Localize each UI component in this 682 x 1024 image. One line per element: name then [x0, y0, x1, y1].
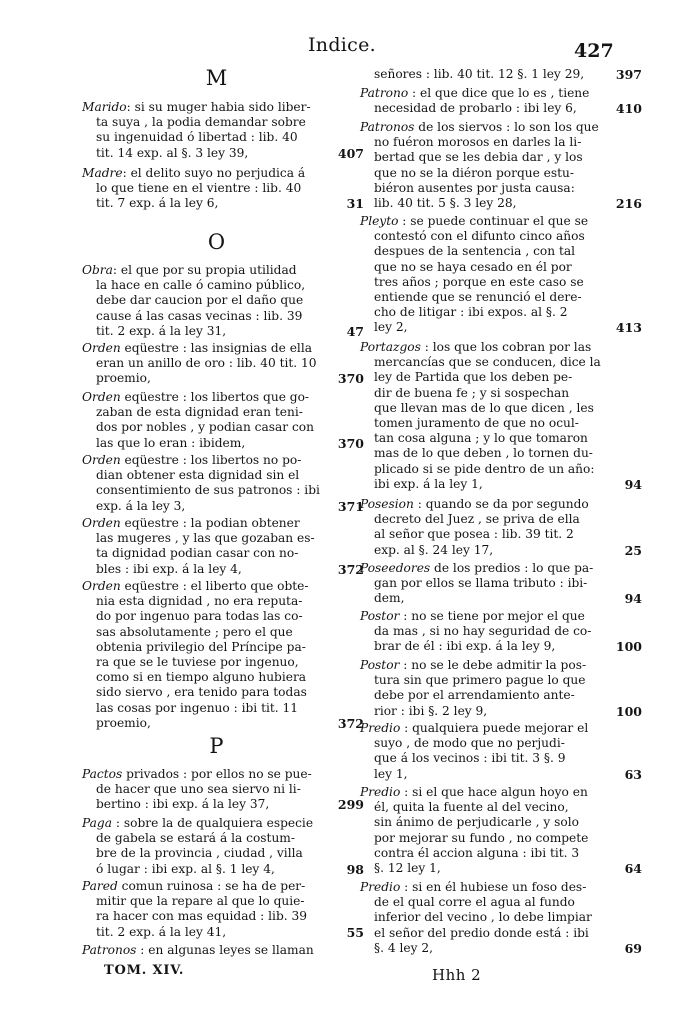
- entry-text: ley de Partida que los deben pe-: [374, 370, 573, 385]
- entry-text: de gabela se estará á la costum-: [96, 831, 295, 846]
- entry-text: eran un anillo de oro : lib. 40 tit. 10: [96, 356, 317, 371]
- entry-headword: Paga: [82, 816, 112, 830]
- entry-line: [360, 290, 628, 305]
- entry-line: [82, 278, 352, 293]
- entry-text: de los predios : lo que pa-: [430, 561, 594, 575]
- entry-headword: Pleyto: [360, 214, 399, 228]
- page-reference: 413: [615, 320, 642, 336]
- entry-line: [360, 497, 628, 512]
- entry-text: debe por el arrendamiento ante-: [374, 688, 575, 703]
- index-entry: [82, 816, 364, 877]
- entry-line: [360, 721, 628, 736]
- entry-line: [82, 943, 352, 958]
- page-number: 427: [574, 40, 614, 62]
- entry-text: exp. á la ley 3,: [96, 498, 186, 513]
- page-reference: 407: [337, 145, 364, 161]
- entry-text: que llevan mas de lo que dicen , les: [374, 400, 594, 415]
- entry-headword: Predio: [360, 880, 401, 894]
- entry-line: [82, 655, 352, 670]
- entry-text: exp. al §. 24 ley 17,: [374, 542, 494, 557]
- index-entry: [360, 67, 642, 82]
- entry-line: [360, 431, 628, 446]
- entry-line: [82, 516, 352, 531]
- entry-line: [82, 498, 364, 514]
- entry-line: [82, 846, 352, 861]
- entry-text: sido siervo , era tenido para todas: [96, 685, 307, 700]
- entry-text: tit. 7 exp. á la ley 6,: [96, 196, 219, 211]
- entry-text: consentimiento de sus patronos : ibi: [96, 483, 320, 498]
- entry-line: [82, 483, 352, 498]
- entry-line: [82, 420, 352, 435]
- entry-line: [360, 305, 628, 320]
- entry-headword: Patrono: [360, 86, 409, 100]
- entry-text: : sobre la de qualquiera especie: [112, 816, 314, 830]
- entry-text: : no se le debe admitir la pos-: [399, 658, 587, 672]
- entry-text: nia esta dignidad , no era reputa-: [96, 594, 303, 609]
- entry-headword: Posesion: [360, 497, 414, 511]
- index-entry: [82, 516, 364, 577]
- entry-line: [82, 640, 352, 655]
- entry-line: [82, 579, 352, 594]
- entry-line: [360, 67, 642, 82]
- page-reference: 69: [624, 940, 642, 956]
- entry-text: tres años ; porque en este caso se: [374, 274, 584, 289]
- entry-line: [82, 435, 364, 451]
- entry-line: [82, 670, 352, 685]
- entry-line: [82, 468, 352, 483]
- index-entry: [82, 943, 352, 958]
- entry-headword: Portazgos: [360, 340, 421, 354]
- entry-line: [360, 275, 628, 290]
- entry-text: : quando se da por segundo: [413, 497, 589, 511]
- entry-line: [360, 320, 642, 336]
- entry-line: [360, 150, 628, 165]
- entry-line: [360, 527, 628, 542]
- entry-text: de los siervos : lo son los que: [414, 120, 599, 134]
- index-entry: [360, 561, 642, 607]
- entry-text: proemio,: [96, 371, 151, 386]
- entry-line: [82, 909, 352, 924]
- entry-text: tan cosa alguna ; y lo que tomaron: [374, 431, 588, 446]
- signature-mark: Hhh 2: [432, 966, 482, 984]
- section-letter-p: P: [209, 734, 225, 758]
- entry-text: da mas , si no hay seguridad de co-: [374, 624, 592, 639]
- index-entry: [360, 340, 642, 492]
- entry-line: [360, 416, 628, 431]
- entry-line: [82, 861, 364, 877]
- entry-text: contestó con el difunto cinco años: [374, 229, 585, 244]
- entry-line: [82, 196, 364, 212]
- entry-line: [360, 135, 628, 150]
- entry-text: : si el que hace algun hoyo en: [400, 785, 588, 799]
- entry-text: plicado si se pide dentro de un año:: [374, 461, 595, 476]
- entry-text: tit. 14 exp. al §. 3 ley 39,: [96, 145, 249, 160]
- entry-line: [360, 751, 628, 766]
- entry-line: [360, 244, 628, 259]
- entry-text: no fuéron morosos en darles la li-: [374, 135, 582, 150]
- page-reference: 55: [346, 924, 364, 940]
- entry-line: [360, 195, 642, 211]
- entry-text: lib. 40 tit. 5 §. 3 ley 28,: [374, 195, 517, 210]
- entry-text: señores : lib. 40 tit. 12 §. 1 ley 29,: [374, 67, 585, 81]
- entry-line: [82, 561, 364, 577]
- entry-line: [82, 453, 352, 468]
- entry-text: zaban de esta dignidad eran teni-: [96, 405, 303, 420]
- entry-line: [82, 405, 352, 420]
- entry-text: ley 1,: [374, 766, 408, 781]
- entry-text: eqüestre : los libertos que go-: [120, 390, 310, 404]
- entry-line: [360, 386, 628, 401]
- entry-line: [360, 229, 628, 244]
- running-title: Indice.: [308, 34, 377, 56]
- entry-text: las mugeres , y las que gozaban es-: [96, 531, 315, 546]
- section-letter-m: M: [205, 66, 229, 90]
- page-reference: 64: [624, 860, 642, 876]
- entry-line: [360, 800, 628, 815]
- entry-text: §. 12 ley 1,: [374, 860, 441, 875]
- entry-line: [360, 639, 642, 655]
- entry-text: que no se haya cesado en él por: [374, 259, 572, 274]
- entry-text: : qualquiera puede mejorar el: [400, 721, 589, 735]
- entry-text: proemio,: [96, 715, 151, 730]
- entry-text: ta dignidad podian casar con no-: [96, 546, 299, 561]
- entry-headword: Pared: [82, 879, 118, 893]
- entry-text: de el qual corre el agua al fundo: [374, 895, 575, 910]
- entry-line: [360, 340, 628, 355]
- page-reference: 397: [615, 67, 642, 82]
- entry-line: [360, 370, 628, 385]
- entry-text: gan por ellos se llama tributo : ibi-: [374, 576, 588, 591]
- entry-text: rior : ibi §. 2 ley 9,: [374, 703, 488, 718]
- index-entry: [360, 785, 642, 876]
- page-reference: 47: [346, 323, 364, 339]
- entry-text: él, quita la fuente al del vecino,: [374, 800, 569, 815]
- entry-text: ra hacer con mas equidad : lib. 39: [96, 909, 307, 924]
- entry-line: [360, 846, 628, 861]
- page-reference: 98: [346, 861, 364, 877]
- entry-line: [82, 371, 364, 387]
- entry-text: las cosas por ingenuo : ibi tit. 11: [96, 700, 299, 715]
- entry-headword: Patronos: [360, 120, 415, 134]
- entry-line: [360, 940, 642, 956]
- entry-headword: Pactos: [82, 767, 123, 781]
- entry-text: mas de lo que deben , lo tornen du-: [374, 446, 593, 461]
- entry-line: [360, 895, 628, 910]
- entry-line: [82, 100, 352, 115]
- page-reference: 100: [615, 703, 642, 719]
- entry-line: [82, 767, 352, 782]
- entry-text: ley 2,: [374, 320, 408, 335]
- entry-line: [360, 785, 628, 800]
- entry-headword: Patronos: [82, 943, 137, 957]
- entry-line: [82, 323, 364, 339]
- entry-text: tura sin que primero pague lo que: [374, 673, 586, 688]
- index-entry: [82, 263, 364, 339]
- index-entry: [360, 721, 642, 782]
- entry-headword: Orden: [82, 453, 121, 467]
- entry-line: [360, 860, 642, 876]
- entry-line: [82, 816, 352, 831]
- page-reference: 31: [346, 196, 364, 212]
- page-reference: 299: [337, 797, 364, 813]
- entry-line: [360, 624, 628, 639]
- entry-line: [360, 815, 628, 830]
- entry-line: [360, 609, 628, 624]
- entry-text: lo que tiene en el vientre : lib. 40: [96, 181, 302, 196]
- entry-text: tit. 2 exp. á la ley 31,: [96, 323, 227, 338]
- entry-text: decreto del Juez , se priva de ella: [374, 512, 580, 527]
- entry-line: [360, 401, 628, 416]
- entry-line: [360, 120, 628, 135]
- index-entry: [82, 453, 364, 514]
- page-reference: 94: [624, 476, 642, 492]
- entry-line: [360, 86, 628, 101]
- entry-text: cho de litigar : ibi expos. al §. 2: [374, 305, 568, 320]
- entry-line: [82, 531, 352, 546]
- entry-text: obtenia privilegio del Príncipe pa-: [96, 639, 306, 654]
- entry-text: : en algunas leyes se llaman: [136, 943, 314, 957]
- entry-headword: Orden: [82, 516, 121, 530]
- index-entry: [360, 86, 642, 117]
- entry-text: : los que los cobran por las: [420, 340, 592, 354]
- entry-line: [82, 894, 352, 909]
- entry-line: [82, 145, 364, 161]
- page-reference: 371: [337, 498, 364, 514]
- entry-text: que á los vecinos : ibi tit. 3 §. 9: [374, 751, 566, 766]
- entry-text: eqüestre : la podian obtener: [120, 516, 300, 530]
- entry-line: [360, 542, 642, 558]
- page-reference: 63: [624, 766, 642, 782]
- entry-line: [82, 390, 352, 405]
- entry-line: [82, 309, 352, 324]
- entry-text: eqüestre : los libertos no po-: [120, 453, 302, 467]
- entry-text: bertino : ibi exp. á la ley 37,: [96, 797, 270, 812]
- entry-text: mitir que la repare al que lo quie-: [96, 894, 305, 909]
- entry-line: [82, 341, 352, 356]
- entry-line: [82, 263, 352, 278]
- entry-text: el señor del predio donde está : ibi: [374, 925, 589, 940]
- page-reference: 410: [615, 101, 642, 117]
- entry-text: biéron ausentes por justa causa:: [374, 180, 575, 195]
- index-entry: [82, 767, 364, 813]
- entry-line: [82, 701, 352, 716]
- entry-headword: Obra: [82, 263, 113, 277]
- entry-line: [360, 476, 642, 492]
- entry-text: eqüestre : las insignias de ella: [120, 341, 312, 355]
- entry-text: necesidad de probarlo : ibi ley 6,: [374, 101, 577, 116]
- entry-text: : se puede continuar el que se: [398, 214, 589, 228]
- entry-text: bles : ibi exp. á la ley 4,: [96, 561, 242, 576]
- entry-line: [82, 715, 364, 731]
- entry-headword: Predio: [360, 785, 401, 799]
- entry-headword: Postor: [360, 658, 400, 672]
- entry-line: [360, 446, 628, 461]
- index-entry: [360, 880, 642, 956]
- page-reference: 94: [624, 591, 642, 607]
- entry-text: privados : por ellos no se pue-: [122, 767, 312, 781]
- entry-line: [360, 688, 628, 703]
- entry-line: [360, 181, 628, 196]
- entry-text: comun ruinosa : se ha de per-: [117, 879, 306, 893]
- entry-line: [82, 879, 352, 894]
- entry-text: brar de él : ibi exp. á la ley 9,: [374, 639, 556, 654]
- entry-text: su ingenuidad ó libertad : lib. 40: [96, 130, 298, 145]
- entry-text: las que lo eran : ibidem,: [96, 435, 246, 450]
- entry-line: [82, 166, 352, 181]
- entry-headword: Madre: [82, 166, 123, 180]
- entry-line: [360, 658, 628, 673]
- entry-line: [360, 591, 642, 607]
- entry-line: [82, 546, 352, 561]
- entry-text: : si en él hubiese un foso des-: [400, 880, 587, 894]
- entry-text: debe dar caucion por el daño que: [96, 293, 304, 308]
- entry-line: [82, 181, 352, 196]
- entry-text: : el delito suyo no perjudica á: [122, 166, 306, 180]
- entry-text: : no se tiene por mejor el que: [399, 609, 585, 623]
- entry-headword: Orden: [82, 579, 121, 593]
- entry-text: sas absolutamente ; pero el que: [96, 624, 293, 639]
- entry-line: [360, 673, 628, 688]
- entry-text: ibi exp. á la ley 1,: [374, 476, 483, 491]
- entry-text: tit. 2 exp. á la ley 41,: [96, 924, 227, 939]
- index-entry: [82, 390, 364, 451]
- entry-line: [360, 166, 628, 181]
- entry-line: [360, 462, 628, 477]
- entry-headword: Postor: [360, 609, 400, 623]
- entry-line: [360, 355, 628, 370]
- index-entry: [82, 579, 364, 731]
- entry-text: sin ánimo de perjudicarle , y solo: [374, 815, 579, 830]
- entry-headword: Poseedores: [360, 561, 431, 575]
- index-entry: [360, 609, 642, 655]
- entry-headword: Orden: [82, 390, 121, 404]
- page-reference: 372: [337, 715, 364, 731]
- entry-line: [360, 766, 642, 782]
- entry-text: mercancías que se conducen, dice la: [374, 355, 601, 370]
- entry-text: que no se la diéron porque estu-: [374, 165, 575, 180]
- entry-text: dir de buena fe ; y si sospechan: [374, 385, 570, 400]
- entry-text: ó lugar : ibi exp. al §. 1 ley 4,: [96, 861, 275, 876]
- entry-text: dos por nobles , y podian casar con: [96, 420, 314, 435]
- entry-line: [82, 356, 352, 371]
- entry-headword: Marido: [82, 100, 127, 114]
- entry-line: [82, 924, 364, 940]
- entry-text: al señor que posea : lib. 39 tit. 2: [374, 527, 574, 542]
- entry-headword: Predio: [360, 721, 401, 735]
- page-reference: 216: [615, 195, 642, 211]
- page-reference: 372: [337, 561, 364, 577]
- entry-text: entiende que se renunció el dere-: [374, 289, 582, 304]
- index-entry: [82, 100, 364, 161]
- entry-line: [360, 926, 628, 941]
- entry-text: §. 4 ley 2,: [374, 940, 433, 955]
- index-entry: [82, 166, 364, 212]
- page-reference: 100: [615, 639, 642, 655]
- index-entry: [82, 341, 364, 387]
- entry-text: inferior del vecino , lo debe limpiar: [374, 910, 592, 925]
- entry-text: bre de la provincia , ciudad , villa: [96, 846, 303, 861]
- entry-text: tomen juramento de que no ocul-: [374, 415, 579, 430]
- entry-text: por mejorar su fundo , no compete: [374, 830, 589, 845]
- entry-text: de hacer que uno sea siervo ni li-: [96, 782, 301, 797]
- entry-text: bertad que se les debia dar , y los: [374, 150, 583, 165]
- entry-line: [360, 910, 628, 925]
- entry-line: [360, 736, 628, 751]
- entry-text: do por ingenuo para todas las co-: [96, 609, 303, 624]
- entry-text: contra él accion alguna : ibi tit. 3: [374, 845, 580, 860]
- entry-line: [82, 625, 352, 640]
- entry-line: [82, 782, 352, 797]
- entry-text: dem,: [374, 591, 405, 606]
- entry-line: [82, 685, 352, 700]
- entry-line: [82, 609, 352, 624]
- entry-line: [360, 880, 628, 895]
- entry-line: [82, 797, 364, 813]
- entry-line: [82, 130, 352, 145]
- page-reference: 25: [624, 542, 642, 558]
- entry-text: : el que dice que lo es , tiene: [408, 86, 590, 100]
- entry-text: ra que se le tuviese por ingenuo,: [96, 654, 299, 669]
- index-entry: [360, 497, 642, 558]
- entry-line: [360, 831, 628, 846]
- entry-line: [360, 703, 642, 719]
- entry-line: [82, 115, 352, 130]
- entry-text: ta suya , la podia demandar sobre: [96, 115, 306, 130]
- entry-text: despues de la sentencia , con tal: [374, 244, 576, 259]
- entry-line: [360, 576, 628, 591]
- entry-line: [82, 293, 352, 308]
- entry-line: [82, 831, 352, 846]
- entry-text: la hace en calle ó camino público,: [96, 278, 306, 293]
- page-reference: 370: [337, 371, 364, 387]
- entry-line: [360, 561, 628, 576]
- index-entry: [360, 214, 642, 336]
- page-reference: 370: [337, 435, 364, 451]
- entry-text: suyo , de modo que no perjudi-: [374, 736, 565, 751]
- entry-text: : si su muger habia sido liber-: [126, 100, 311, 114]
- entry-text: eqüestre : el liberto que obte-: [120, 579, 309, 593]
- entry-line: [360, 512, 628, 527]
- entry-text: cause á las casas vecinas : lib. 39: [96, 308, 303, 323]
- index-entry: [360, 120, 642, 211]
- volume-label: TOM. XIV.: [104, 963, 185, 978]
- index-entry: [360, 658, 642, 719]
- entry-line: [360, 260, 628, 275]
- section-letter-o: O: [207, 230, 227, 254]
- entry-line: [82, 594, 352, 609]
- entry-line: [360, 101, 642, 117]
- entry-line: [360, 214, 628, 229]
- entry-text: : el que por su propia utilidad: [112, 263, 297, 277]
- entry-text: como si en tiempo alguno hubiera: [96, 670, 307, 685]
- entry-text: dian obtener esta dignidad sin el: [96, 468, 300, 483]
- index-entry: [82, 879, 364, 940]
- entry-headword: Orden: [82, 341, 121, 355]
